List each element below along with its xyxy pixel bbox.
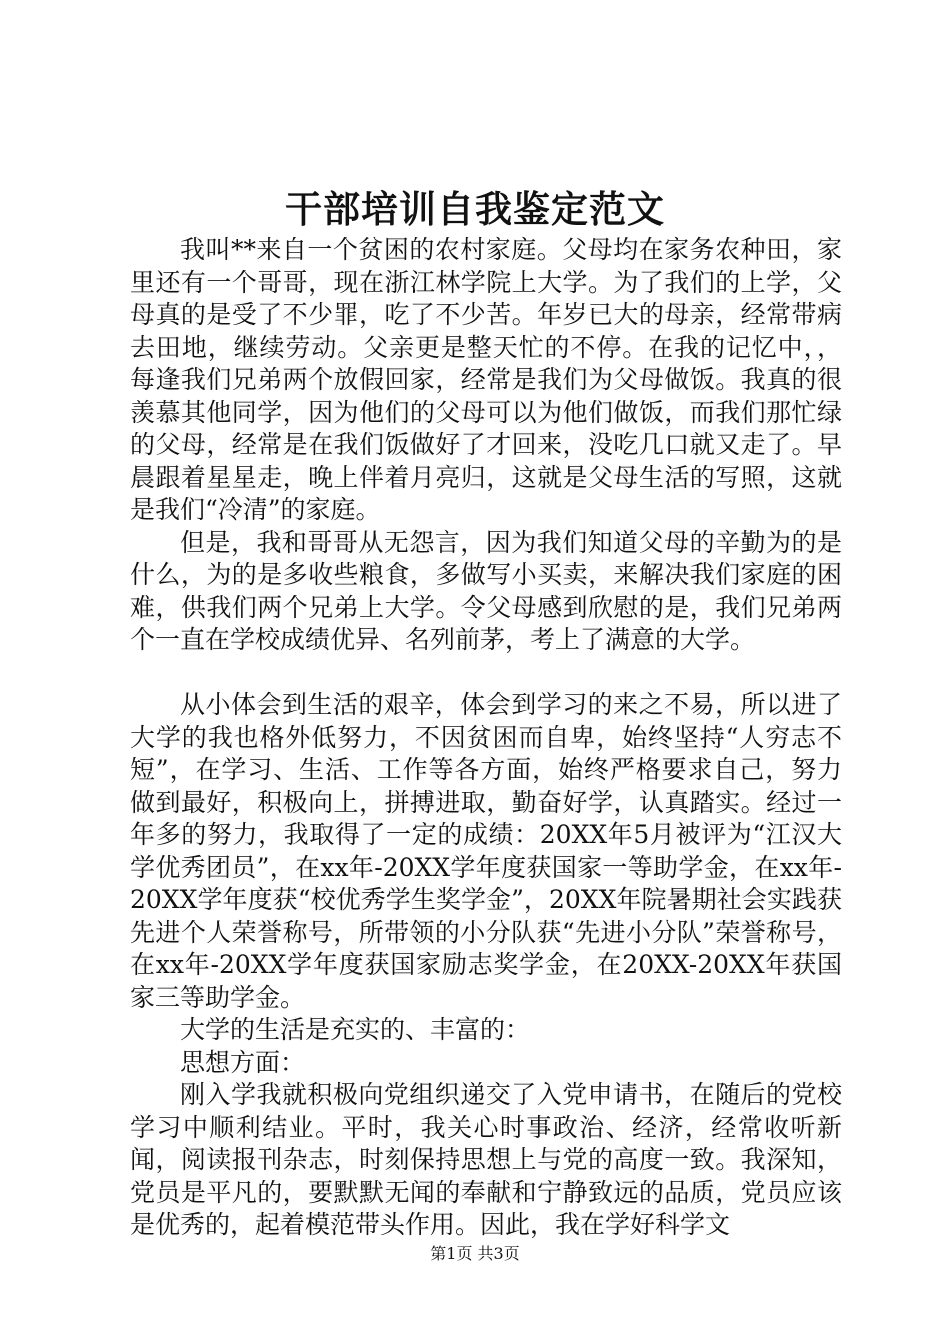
paragraph-party: 刚入学我就积极向党组织递交了入党申请书，在随后的党校学习中顺利结业。平时，我关心时事政治、经济，经常收听新闻，阅读报刊杂志，时刻保持思想上与党的高度一致。我深知，党员是平凡的，要默默无闻的奉献和宁静致远的品质，党员应该是优秀的，起着模范带头作用。因此，我在学好科学文 (130, 1080, 842, 1239)
paragraph-brothers-study: 但是，我和哥哥从无怨言，因为我们知道父母的辛勤为的是什么，为的是多收些粮食，多做写小买卖，来解决我们家庭的困难，供我们两个兄弟上大学。令父母感到欣慰的是，我们兄弟两个一直在学校成绩优异、名列前茅，考上了满意的大学。 (130, 527, 842, 654)
paragraph-college-life: 大学的生活是充实的、丰富的： (180, 1015, 531, 1044)
paragraph-spacer (130, 657, 842, 690)
document-title: 干部培训自我鉴定范文 (285, 187, 665, 231)
page-footer: 第1页 共3页 (430, 1244, 520, 1263)
paragraph-achievements: 从小体会到生活的艰辛，体会到学习的来之不易，所以进了大学的我也格外低努力，不因贫困而自卑，始终坚持“人穷志不短”，在学习、生活、工作等各方面，始终严格要求自己，努力做到最好，积极向上，拼搏进取，勤奋好学，认真踏实。经过一年多的努力，我取得了一定的成绩：20XX年5月被评为“江汉大学优秀团员”，在xx年-20XX学年度获国家一等助学金，在xx年-20XX学年度获“校优秀学生奖学金”，20XX年院暑期社会实践获先进个人荣誉称号，所带领的小分队获“先进小分队”荣誉称号，在xx年-20XX学年度获国家励志奖学金，在20XX-20XX年获国家三等助学金。 (130, 690, 842, 1012)
section-heading-ideology: 思想方面： (180, 1047, 306, 1077)
document-body (130, 234, 842, 1242)
paragraph-family-background: 我叫**来自一个贫困的农村家庭。父母均在家务农种田，家里还有一个哥哥，现在浙江林学院上大学。为了我们的上学，父母真的是受了不少罪，吃了不少苦。年岁已大的母亲，经常带病去田地，继续劳动。父亲更是整天忙的不停。在我的记忆中，，每逢我们兄弟两个放假回家，经常是我们为父母做饭。我真的很羡慕其他同学，因为他们的父母可以为他们做饭，而我们那忙绿的父母，经常是在我们饭做好了才回来，没吃几口就又走了。早晨跟着星星走，晚上伴着月亮归，这就是父母生活的写照，这就是我们“冷清”的家庭。 (130, 235, 842, 524)
